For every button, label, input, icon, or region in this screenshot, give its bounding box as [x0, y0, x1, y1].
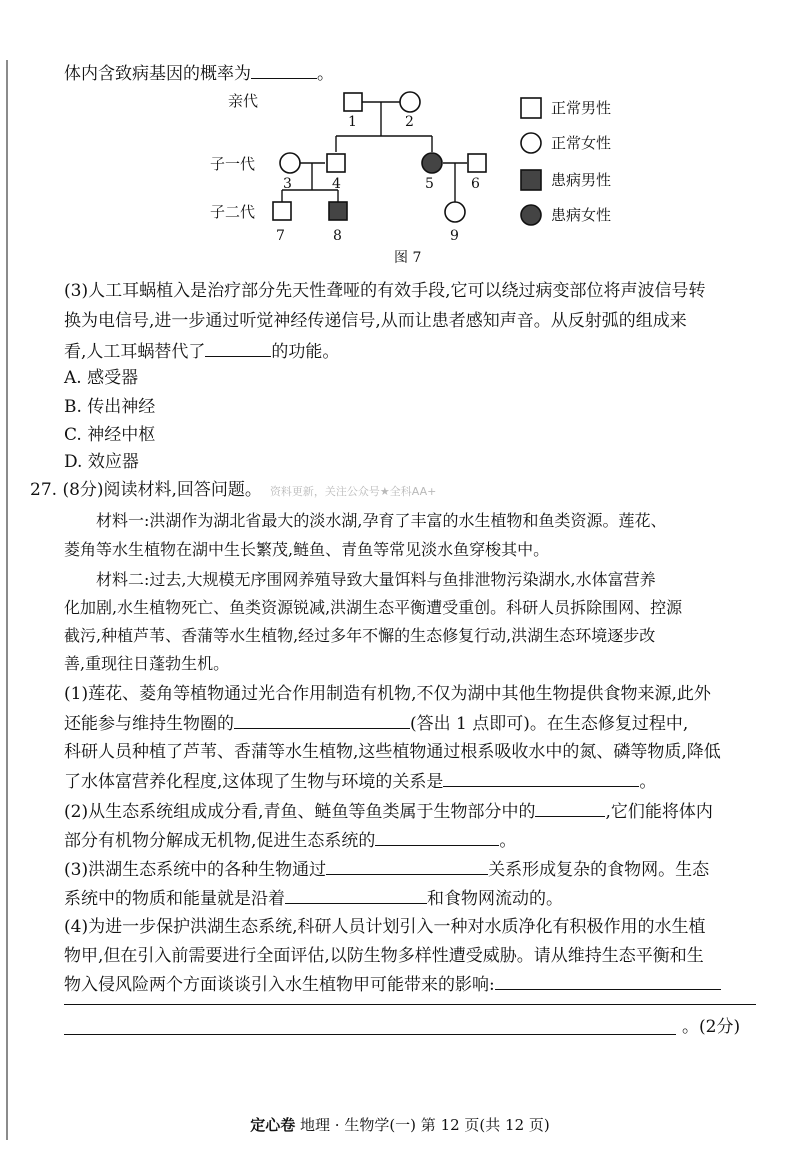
material-2-text: 善,重现往日蓬勃生机。 [64, 654, 230, 673]
legend-filled-square-icon [521, 170, 541, 190]
sub-question-3: (3)洪湖生态系统中的各种生物通过 关系形成复杂的食物网。生态 [64, 860, 710, 880]
option-c[interactable]: C. 神经中枢 [64, 425, 156, 445]
watermark: 资料更新，关注公众号★全科AA+ [269, 485, 437, 498]
individual-number: 5 [425, 176, 434, 192]
generation-label: 子二代 [210, 203, 256, 221]
answer-blank[interactable] [326, 858, 488, 875]
individual-9-normal-female [445, 202, 465, 222]
pedigree-chart [0, 0, 800, 270]
sub-question-3: 系统中的物质和能量就是沿着 和食物网流动的。 [64, 889, 563, 909]
question-text: 看,人工耳蜗替代了 的功能。 [64, 342, 340, 362]
legend-open-circle-icon [521, 133, 541, 153]
sub-question-4: 物入侵风险两个方面谈谈引入水生植物甲可能带来的影响: [64, 973, 721, 996]
option-d[interactable]: D. 效应器 [64, 452, 139, 472]
individual-number: 3 [283, 176, 292, 192]
page-footer [0, 1114, 800, 1135]
answer-blank[interactable] [285, 887, 427, 904]
answer-blank[interactable] [443, 770, 639, 787]
material-2-text: 化加剧,水生植物死亡、鱼类资源锐减,洪湖生态平衡遭受重创。科研人员拆除围网、控源 [64, 598, 683, 617]
answer-blank[interactable] [375, 829, 499, 846]
points-label: 。(2分) [682, 1017, 741, 1037]
answer-blank[interactable] [205, 340, 271, 357]
legend-filled-circle-icon [521, 205, 541, 225]
sub-question-4: (4)为进一步保护洪湖生态系统,科研人员计划引入一种对水质净化有积极作用的水生植 [64, 917, 706, 937]
sub-question-2: 部分有机物分解成无机物,促进生态系统的 。 [64, 831, 517, 851]
individual-number: 8 [333, 228, 342, 244]
answer-blank[interactable] [234, 712, 410, 729]
sub-question-1: 科研人员种植了芦苇、香蒲等水生植物,这些植物通过根系吸收水中的氮、磷等物质,降低 [64, 742, 721, 762]
individual-2-normal-female [400, 92, 420, 112]
individual-number: 1 [348, 114, 357, 130]
individual-number: 7 [276, 228, 285, 244]
individual-4-normal-male [327, 154, 345, 172]
question-27-header: 27. (8分)阅读材料,回答问题。 资料更新，关注公众号★全科AA+ [30, 480, 437, 500]
answer-line[interactable] [64, 1034, 676, 1035]
answer-blank[interactable] [535, 800, 605, 817]
individual-1-normal-male [344, 93, 362, 111]
question-text: (3)人工耳蜗植入是治疗部分先天性聋哑的有效手段,它可以绕过病变部位将声波信号转 [64, 281, 706, 301]
question-text: 换为电信号,进一步通过听觉神经传递信号,从而让患者感知声音。从反射弧的组成来 [64, 311, 687, 331]
sub-question-4: 物甲,但在引入前需要进行全面评估,以防生物多样性遭受威胁。请从维持生态平衡和生 [64, 946, 704, 966]
sub-question-2: (2)从生态系统组成成分看,青鱼、鲢鱼等鱼类属于生物部分中的 ,它们能将体内 [64, 802, 713, 822]
sub-question-1: 还能参与维持生物圈的 (答出 1 点即可)。在生态修复过程中, [64, 714, 689, 734]
individual-3-normal-female [280, 153, 300, 173]
legend-label: 正常男性 [551, 99, 612, 117]
option-b[interactable]: B. 传出神经 [64, 397, 156, 417]
individual-number: 6 [471, 176, 480, 192]
legend-label: 患病女性 [551, 206, 612, 224]
generation-label: 子一代 [210, 155, 256, 173]
individual-5-affected-female [422, 153, 442, 173]
footer-page-info: 地理 · 生物学(一) 第 12 页(共 12 页) [295, 1116, 550, 1134]
generation-label: 亲代 [228, 92, 259, 110]
individual-number: 4 [332, 176, 341, 192]
option-a[interactable]: A. 感受器 [64, 368, 139, 388]
answer-line[interactable] [64, 1004, 756, 1005]
individual-7-normal-male [273, 202, 291, 220]
answer-blank[interactable] [495, 973, 721, 990]
legend-label: 正常女性 [551, 134, 612, 152]
individual-8-affected-male [329, 202, 347, 220]
legend-open-square-icon [521, 98, 541, 118]
individual-number: 2 [405, 114, 414, 130]
figure-caption: 图 7 [394, 250, 422, 266]
legend-label: 患病男性 [551, 171, 612, 189]
sub-question-1: (1)莲花、菱角等植物通过光合作用制造有机物,不仅为湖中其他生物提供食物来源,此外 [64, 684, 711, 704]
material-1-text: 材料一:洪湖作为湖北省最大的淡水湖,孕育了丰富的水生植物和鱼类资源。莲花、 [96, 511, 667, 530]
material-1-text: 菱角等水生植物在湖中生长繁茂,鲢鱼、青鱼等常见淡水鱼穿梭其中。 [64, 540, 550, 559]
intro-line: 体内含致病基因的概率为 。 [64, 64, 334, 84]
material-2-text: 截污,种植芦苇、香蒲等水生植物,经过多年不懈的生态修复行动,洪湖生态环境逐步改 [64, 626, 656, 645]
individual-6-normal-male [468, 154, 486, 172]
material-2-text: 材料二:过去,大规模无序围网养殖导致大量饵料与鱼排泄物污染湖水,水体富营养 [96, 570, 656, 589]
footer-brand: 定心卷 [250, 1116, 296, 1134]
individual-number: 9 [450, 228, 459, 244]
sub-question-1: 了水体富营养化程度,这体现了生物与环境的关系是 。 [64, 772, 657, 792]
